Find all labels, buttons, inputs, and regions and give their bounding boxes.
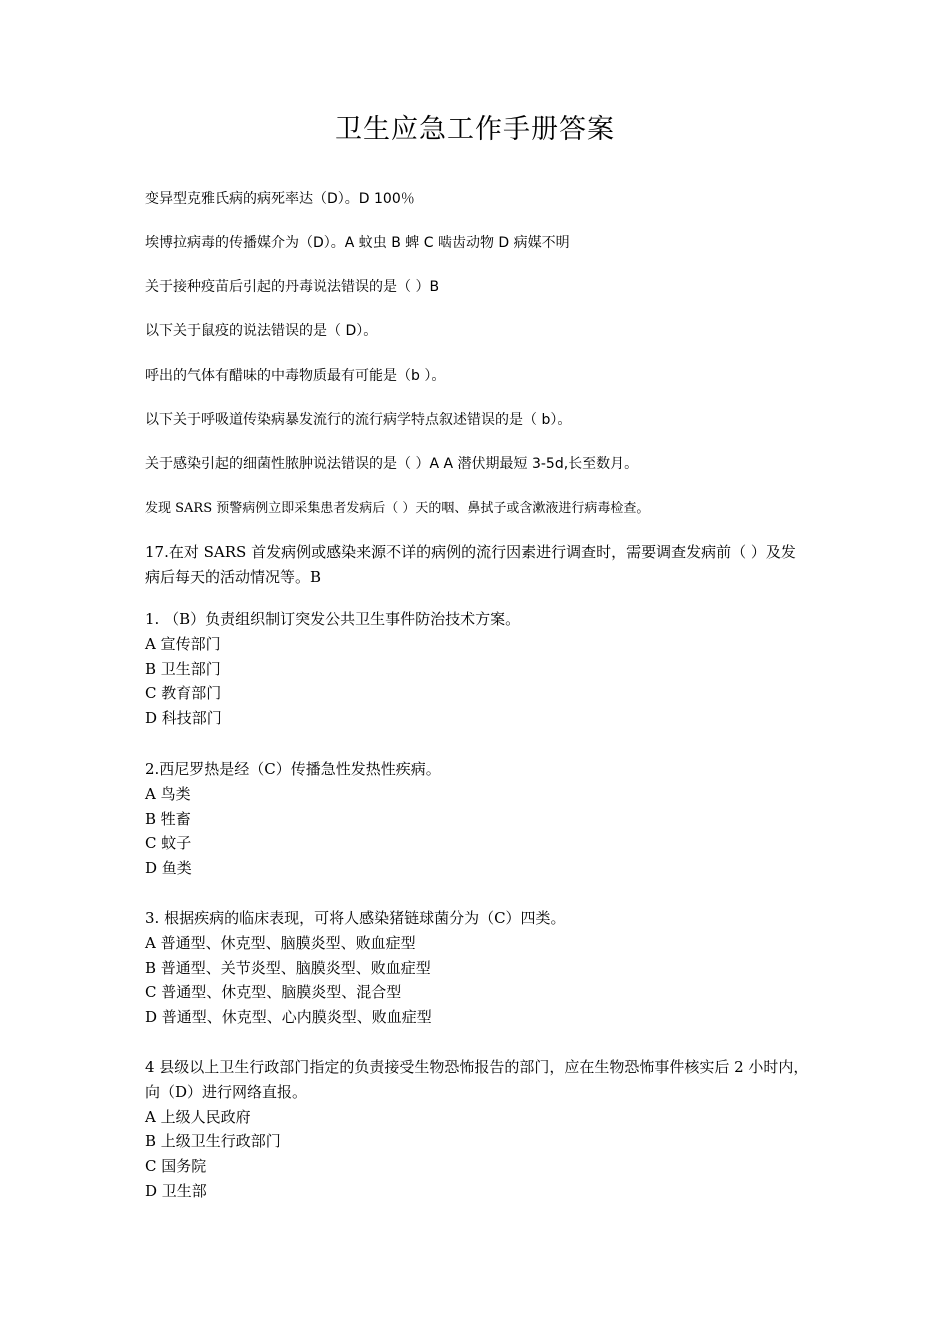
question-stem: 3. 根据疾病的临床表现，可将人感染猪链球菌分为（C）四类。 [145, 909, 566, 927]
question-stem: 17.在对 SARS 首发病例或感染来源不详的病例的流行因素进行调查时，需要调查发病前（ ）及发病后每天的活动情况等。B [145, 543, 796, 586]
question-3 [145, 906, 815, 1030]
page-title: 卫生应急工作手册答案 [335, 114, 615, 145]
question-line: 关于感染引起的细菌性脓肿说法错误的是（ ）A A 潜伏期最短 3-5d,长至数月。 [145, 456, 639, 472]
option-c: C 教育部门 [145, 684, 222, 703]
option-c: C 普通型、休克型、脑膜炎型、混合型 [145, 983, 402, 1002]
question-2 [145, 757, 815, 881]
option-b: B 上级卫生行政部门 [145, 1132, 281, 1151]
question-line: 呼出的气体有醋味的中毒物质最有可能是（b ）。 [145, 368, 446, 384]
question-line: 关于接种疫苗后引起的丹毒说法错误的是（ ）B [145, 279, 440, 295]
option-d: D 普通型、休克型、心内膜炎型、败血症型 [145, 1008, 432, 1027]
option-c: C 蚊子 [145, 834, 192, 853]
option-b: B 卫生部门 [145, 659, 221, 678]
question-17 [145, 540, 810, 590]
question-stem: 2.西尼罗热是经（C）传播急性发热性疾病。 [145, 760, 441, 778]
question-line: 以下关于鼠疫的说法错误的是（ D）。 [145, 323, 378, 339]
option-d: D 鱼类 [145, 859, 192, 878]
option-d: D 科技部门 [145, 709, 222, 728]
option-b: B 普通型、关节炎型、脑膜炎型、败血症型 [145, 958, 431, 977]
option-a: A 普通型、休克型、脑膜炎型、败血症型 [145, 933, 416, 952]
option-a: A 宣传部门 [145, 634, 221, 653]
question-stem: 4 县级以上卫生行政部门指定的负责接受生物恐怖报告的部门，应在生物恐怖事件核实后 2 小时内，向（D）进行网络直报。 [145, 1058, 809, 1101]
option-a: A 鸟类 [145, 784, 191, 803]
question-4 [145, 1055, 810, 1204]
option-d: D 卫生部 [145, 1181, 207, 1200]
question-line: 变异型克雅氏病的病死率达（D）。D 100％ [145, 191, 415, 207]
question-line: 埃博拉病毒的传播媒介为（D）。A 蚊虫 B 蜱 C 啮齿动物 D 病媒不明 [145, 235, 570, 251]
question-line: 发现 SARS 预警病例立即采集患者发病后（ ）天的咽、鼻拭子或含漱液进行病毒检查。 [145, 501, 650, 516]
question-stem: 1. （B）负责组织制订突发公共卫生事件防治技术方案。 [145, 610, 521, 628]
question-line: 以下关于呼吸道传染病暴发流行的流行病学特点叙述错误的是（ b）。 [145, 412, 572, 428]
option-a: A 上级人民政府 [145, 1107, 251, 1126]
option-b: B 牲畜 [145, 809, 191, 828]
question-1 [145, 607, 815, 731]
option-c: C 国务院 [145, 1157, 207, 1176]
